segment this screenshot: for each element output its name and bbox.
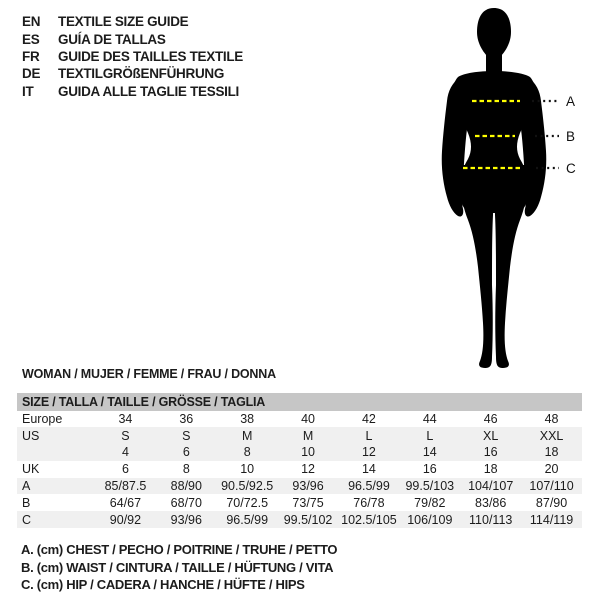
table-cell: 107/110 [529, 479, 574, 494]
language-row [22, 48, 243, 65]
language-title: TEXTILE SIZE GUIDE [58, 14, 189, 30]
table-cell: 40 [301, 411, 316, 426]
table-cell: 6 [121, 462, 129, 477]
table-cell: 93/96 [292, 479, 324, 494]
row-label: US [22, 428, 40, 443]
table-cell: 96.5/99 [226, 512, 269, 527]
table-cell: M [241, 428, 253, 443]
size-table-header: SIZE / TALLA / TAILLE / GRÖSSE / TAGLIA [17, 393, 582, 411]
table-row [17, 461, 582, 478]
language-title-block [22, 13, 243, 100]
language-code: EN [22, 14, 41, 30]
table-cell: 99.5/102 [283, 512, 333, 527]
table-cell: 36 [179, 411, 194, 426]
table-row [17, 444, 582, 461]
table-cell: 83/86 [475, 495, 507, 510]
right-hip-fill [494, 165, 526, 205]
table-cell: 16 [422, 462, 437, 477]
language-code: DE [22, 66, 41, 82]
table-cell: 76/78 [353, 495, 385, 510]
table-cell: 90/92 [109, 512, 142, 527]
table-cell: 16 [483, 445, 498, 460]
table-cell: 96.5/99 [348, 479, 390, 494]
table-cell: 18 [544, 445, 559, 460]
table-cell: 87/90 [535, 495, 568, 510]
table-cell: 4 [121, 445, 129, 460]
table-cell: L [426, 428, 434, 443]
table-cell: 42 [361, 411, 376, 426]
table-cell: 110/113 [469, 512, 513, 527]
table-row [17, 427, 582, 444]
table-cell: 114/119 [529, 512, 574, 527]
table-cell: S [182, 428, 191, 443]
table-cell: 64/67 [109, 495, 142, 510]
table-cell: 104/107 [468, 479, 514, 494]
language-title: GUIDA ALLE TAGLIE TESSILI [58, 83, 239, 99]
table-row [17, 411, 582, 428]
size-table [17, 393, 582, 528]
table-cell: 44 [422, 411, 437, 426]
marker-a-label: A [566, 94, 576, 109]
row-label: B [22, 495, 31, 510]
size-table-body [17, 411, 582, 529]
table-cell: 73/75 [292, 495, 324, 510]
row-label: UK [22, 462, 40, 477]
category-title: WOMAN / MUJER / FEMME / FRAU / DONNA [22, 367, 276, 381]
table-cell: XL [483, 428, 499, 443]
legend-line: A. (cm) CHEST / PECHO / POITRINE / TRUHE / PETTO [21, 542, 338, 557]
table-cell: L [365, 428, 373, 443]
table-cell: 12 [301, 462, 316, 477]
table-cell: 18 [483, 462, 498, 477]
table-cell: 99.5/103 [405, 479, 455, 494]
table-cell: XXL [539, 428, 564, 443]
neck-shape [486, 45, 502, 73]
language-row [22, 65, 243, 82]
marker-letters [566, 94, 576, 176]
measurement-legend [21, 541, 337, 594]
table-cell: M [302, 428, 314, 443]
woman-silhouette [442, 8, 547, 368]
table-cell: 6 [182, 445, 190, 460]
marker-c-label: C [566, 161, 576, 176]
table-cell: 102.5/105 [341, 512, 397, 527]
language-title: GUIDE DES TAILLES TEXTILE [58, 48, 244, 64]
table-row [17, 494, 582, 511]
left-hip-fill [462, 165, 494, 205]
language-row [22, 13, 243, 30]
table-cell: 68/70 [170, 495, 202, 510]
row-label: Europe [22, 411, 63, 426]
language-row [22, 83, 243, 100]
table-cell: 70/72.5 [226, 495, 269, 510]
table-cell: 46 [483, 411, 498, 426]
table-cell: 10 [301, 445, 316, 460]
language-code: FR [22, 48, 40, 64]
table-cell: 38 [240, 411, 255, 426]
language-title: TEXTILGRÖßENFÜHRUNG [58, 66, 225, 82]
measurement-figure [428, 5, 600, 373]
woman-silhouette-svg [428, 5, 600, 373]
legend-line: C. (cm) HIP / CADERA / HANCHE / HÜFTE / HIPS [21, 577, 305, 593]
language-title: GUÍA DE TALLAS [58, 31, 166, 47]
table-cell: 8 [182, 462, 190, 477]
language-row [22, 30, 243, 47]
row-label: C [22, 512, 32, 527]
table-cell: 79/82 [414, 495, 446, 510]
table-row [17, 478, 582, 495]
table-cell: 14 [361, 462, 376, 477]
table-cell: 8 [243, 445, 251, 460]
table-cell: 20 [544, 462, 559, 477]
table-cell: 90.5/92.5 [221, 479, 274, 494]
table-cell: 48 [544, 411, 559, 426]
table-cell: 10 [240, 462, 255, 477]
table-cell: 12 [361, 445, 376, 460]
language-code: IT [22, 83, 34, 99]
table-cell: 34 [118, 411, 133, 426]
table-cell: 14 [422, 445, 437, 460]
table-cell: S [121, 428, 130, 443]
table-cell: 88/90 [170, 479, 202, 494]
table-cell: 93/96 [170, 512, 202, 527]
row-label: A [22, 479, 31, 494]
table-cell: 106/109 [407, 512, 453, 527]
language-code: ES [22, 31, 40, 47]
legend-line: B. (cm) WAIST / CINTURA / TAILLE / HÜFTUNG / VITA [21, 559, 334, 575]
table-row [17, 511, 582, 528]
table-cell: 85/87.5 [104, 479, 147, 494]
marker-b-label: B [566, 129, 576, 144]
